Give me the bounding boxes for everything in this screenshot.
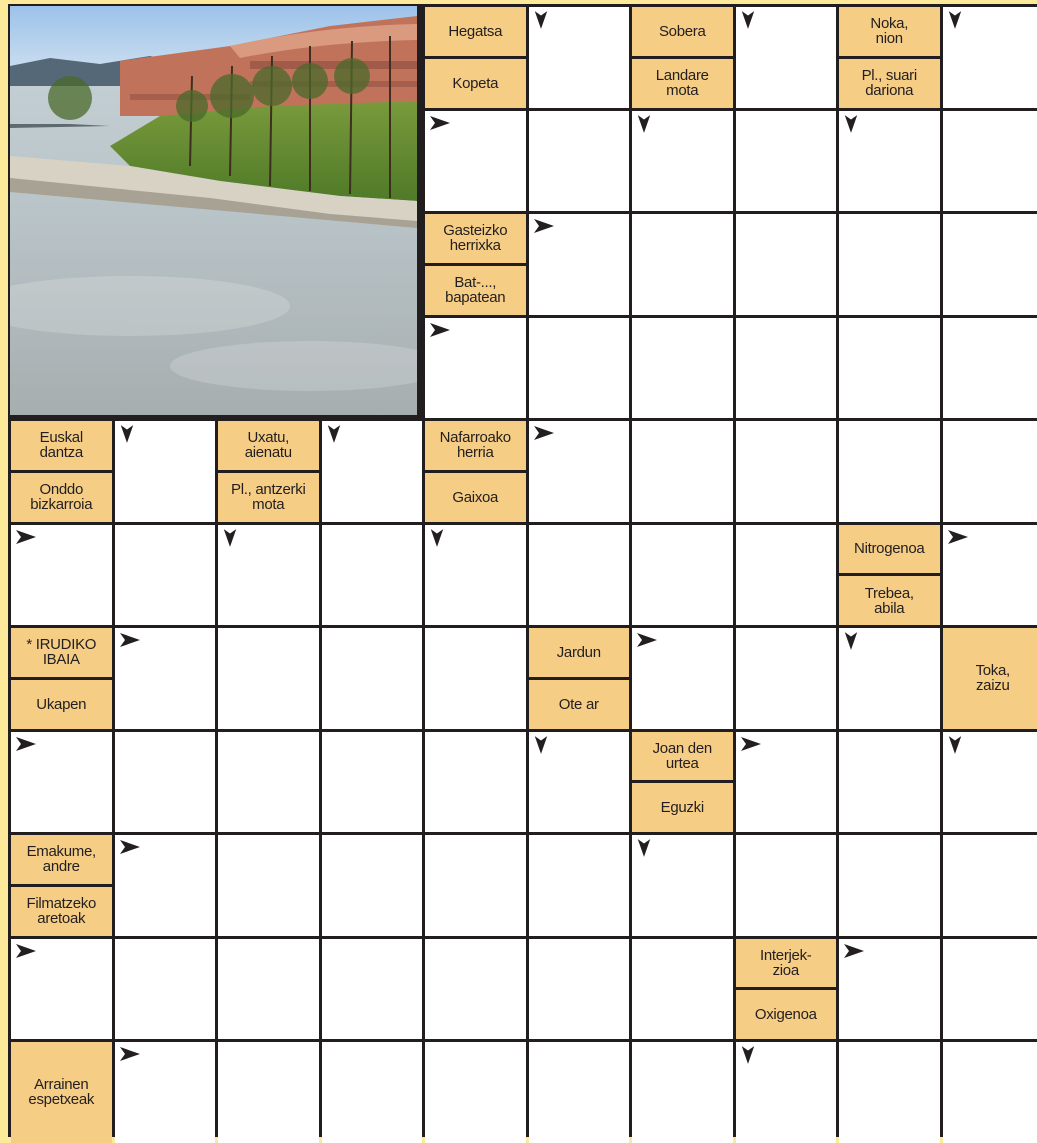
grid-cell[interactable] <box>115 525 216 626</box>
arrow-right-icon <box>947 528 969 546</box>
grid-cell[interactable] <box>839 732 940 833</box>
grid-cell[interactable] <box>322 1042 423 1143</box>
grid-cell[interactable] <box>218 628 319 729</box>
clue-box: Uxatu, aienatu <box>218 421 319 470</box>
grid-cell[interactable] <box>218 939 319 1040</box>
grid-cell[interactable] <box>839 318 940 419</box>
arrow-right-icon <box>15 735 37 753</box>
clue-box: Jardun <box>529 628 630 677</box>
grid-cell[interactable] <box>839 1042 940 1143</box>
grid-cell[interactable] <box>943 421 1037 522</box>
grid-cell[interactable] <box>322 732 423 833</box>
grid-cell[interactable] <box>943 111 1037 212</box>
arrow-down-icon <box>636 838 652 858</box>
grid-cell[interactable] <box>529 111 630 212</box>
grid-cell[interactable] <box>736 628 837 729</box>
grid-cell[interactable] <box>218 732 319 833</box>
arrow-right-icon <box>429 114 451 132</box>
arrow-down-icon <box>947 735 963 755</box>
arrow-down-icon <box>326 424 342 444</box>
clue-box: Trebea, abila <box>839 576 940 625</box>
grid-cell[interactable] <box>839 421 940 522</box>
grid-cell[interactable] <box>632 1042 733 1143</box>
clue-box: Pl., suari dariona <box>839 59 940 108</box>
grid-cell[interactable] <box>736 214 837 315</box>
grid-cell[interactable] <box>529 525 630 626</box>
crossword-grid <box>8 4 1037 1137</box>
arrow-down-icon <box>843 114 859 134</box>
clue-box: Euskal dantza <box>11 421 112 470</box>
arrow-right-icon <box>119 1045 141 1063</box>
arrow-down-icon <box>119 424 135 444</box>
grid-cell[interactable] <box>632 421 733 522</box>
grid-cell[interactable] <box>529 835 630 936</box>
arrow-right-icon <box>533 424 555 442</box>
arrow-down-icon <box>222 528 238 548</box>
clue-box: Gaixoa <box>425 473 526 522</box>
grid-cell[interactable] <box>736 421 837 522</box>
grid-cell[interactable] <box>632 939 733 1040</box>
grid-cell[interactable] <box>839 214 940 315</box>
grid-cell[interactable] <box>943 939 1037 1040</box>
river-photo <box>10 6 417 415</box>
arrow-right-icon <box>119 631 141 649</box>
arrow-down-icon <box>843 631 859 651</box>
clue-box: Noka, nion <box>839 7 940 56</box>
clue-box: Sobera <box>632 7 733 56</box>
grid-cell[interactable] <box>425 628 526 729</box>
arrow-right-icon <box>533 217 555 235</box>
clue-box: Toka, zaizu <box>943 628 1037 729</box>
arrow-right-icon <box>429 321 451 339</box>
grid-cell[interactable] <box>736 318 837 419</box>
arrow-right-icon <box>636 631 658 649</box>
clue-box: Nafarroako herria <box>425 421 526 470</box>
grid-cell[interactable] <box>425 1042 526 1143</box>
grid-cell[interactable] <box>839 835 940 936</box>
clue-box: Ukapen <box>11 680 112 729</box>
clue-box: Kopeta <box>425 59 526 108</box>
clue-box: Landare mota <box>632 59 733 108</box>
grid-cell[interactable] <box>218 835 319 936</box>
grid-cell[interactable] <box>529 318 630 419</box>
grid-cell[interactable] <box>632 318 733 419</box>
clue-box: Eguzki <box>632 783 733 832</box>
grid-cell[interactable] <box>736 835 837 936</box>
clue-box: Gasteizko herrixka <box>425 214 526 263</box>
clue-box: Oxigenoa <box>736 990 837 1039</box>
grid-cell[interactable] <box>322 525 423 626</box>
grid-cell[interactable] <box>322 628 423 729</box>
grid-cell[interactable] <box>632 525 733 626</box>
arrow-down-icon <box>636 114 652 134</box>
clue-box: Pl., antzerki mota <box>218 473 319 522</box>
grid-cell[interactable] <box>943 318 1037 419</box>
arrow-right-icon <box>15 942 37 960</box>
grid-cell[interactable] <box>322 835 423 936</box>
grid-cell[interactable] <box>943 835 1037 936</box>
arrow-down-icon <box>533 735 549 755</box>
river-image <box>10 6 417 415</box>
clue-box: Arrainen espetxeak <box>11 1042 112 1143</box>
grid-cell[interactable] <box>218 1042 319 1143</box>
clue-box: Nitrogenoa <box>839 525 940 574</box>
arrow-right-icon <box>119 838 141 856</box>
clue-box: Hegatsa <box>425 7 526 56</box>
clue-box: Emakume, andre <box>11 835 112 884</box>
grid-cell[interactable] <box>736 525 837 626</box>
arrow-down-icon <box>947 10 963 30</box>
grid-cell[interactable] <box>115 732 216 833</box>
clue-box: Joan den urtea <box>632 732 733 781</box>
arrow-right-icon <box>843 942 865 960</box>
grid-cell[interactable] <box>943 214 1037 315</box>
clue-box: Bat-..., bapatean <box>425 266 526 315</box>
arrow-down-icon <box>533 10 549 30</box>
clue-box: Onddo bizkarroia <box>11 473 112 522</box>
arrow-down-icon <box>740 1045 756 1065</box>
clue-box: Ote ar <box>529 680 630 729</box>
grid-cell[interactable] <box>425 835 526 936</box>
grid-cell[interactable] <box>529 1042 630 1143</box>
arrow-down-icon <box>429 528 445 548</box>
grid-cell[interactable] <box>425 732 526 833</box>
grid-cell[interactable] <box>322 939 423 1040</box>
grid-cell[interactable] <box>529 939 630 1040</box>
grid-cell[interactable] <box>943 1042 1037 1143</box>
clue-box: * IRUDIKO IBAIA <box>11 628 112 677</box>
clue-box: Interjek- zioa <box>736 939 837 988</box>
grid-cell[interactable] <box>115 939 216 1040</box>
arrow-right-icon <box>740 735 762 753</box>
clue-box: Filmatzeko aretoak <box>11 887 112 936</box>
grid-cell[interactable] <box>632 214 733 315</box>
grid-cell[interactable] <box>736 111 837 212</box>
arrow-down-icon <box>740 10 756 30</box>
grid-cell[interactable] <box>425 939 526 1040</box>
arrow-right-icon <box>15 528 37 546</box>
